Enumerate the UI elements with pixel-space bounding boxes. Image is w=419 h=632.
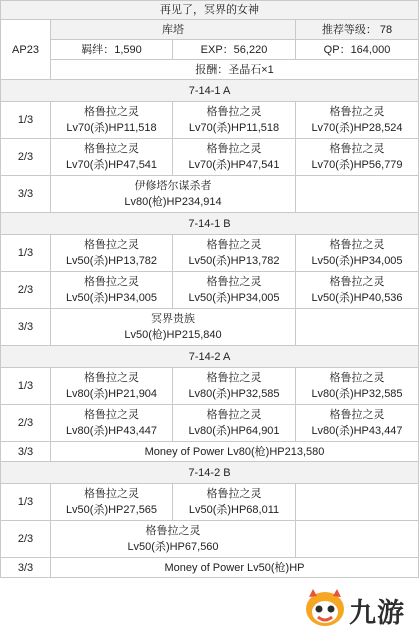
- enemy-name: 格鲁拉之灵: [84, 372, 139, 384]
- enemy-name: 格鲁拉之灵: [206, 239, 262, 251]
- watermark-text: 九游: [349, 598, 405, 629]
- enemy-cell: [173, 102, 296, 139]
- enemy-stats: Lv50(杀)HP40,536: [311, 292, 403, 304]
- enemy-name: 格鲁拉之灵: [329, 239, 385, 251]
- recommended-value: 78: [379, 23, 393, 36]
- enemy-cell: [296, 405, 419, 442]
- enemy-stats: Lv50(杀)HP27,565: [65, 504, 158, 516]
- enemy-name: 格鲁拉之灵: [329, 143, 385, 155]
- enemy-stats: Lv50(杀)HP34,005: [188, 292, 280, 304]
- jiuyou-watermark: [303, 587, 413, 629]
- enemy-cell: [296, 102, 419, 139]
- enemy-name: 格鲁拉之灵: [84, 106, 139, 118]
- enemy-stats: Lv80(杀)HP32,585: [311, 388, 403, 400]
- enemy-stats: Lv80(杀)HP21,904: [65, 388, 158, 400]
- enemy-stats: Lv70(杀)HP56,779: [311, 159, 403, 171]
- qp-value: QP：164,000: [296, 40, 419, 60]
- wave-row: [1, 235, 419, 272]
- ap-cost: AP23: [1, 20, 51, 80]
- recommended-level: [296, 20, 419, 40]
- enemy-stats: Lv50(枪)HP215,840: [124, 329, 222, 341]
- enemy-stats: Lv50(杀)HP13,782: [188, 255, 280, 267]
- enemy-stats: Lv70(杀)HP47,541: [188, 159, 280, 171]
- enemy-name: 格鲁拉之灵: [145, 525, 201, 537]
- quest-title: 再见了，冥界的女神: [1, 1, 419, 20]
- empty-cell: [296, 521, 419, 558]
- wave-row: [1, 405, 419, 442]
- mascot-icon: [303, 587, 347, 629]
- enemy-cell: [51, 368, 173, 405]
- enemy-cell: [173, 368, 296, 405]
- section-header: [1, 346, 419, 368]
- wave-row: [1, 521, 419, 558]
- wave-row: [1, 368, 419, 405]
- enemy-cell: [296, 368, 419, 405]
- enemy-cell: [51, 176, 296, 213]
- wave-row: [1, 102, 419, 139]
- enemy-cell: [51, 309, 296, 346]
- enemy-stats: Lv70(杀)HP11,518: [188, 122, 280, 134]
- section-title: 7-14-2 B: [1, 462, 419, 484]
- bond-value: 羁绊：1,590: [51, 40, 173, 60]
- wave-row: [1, 558, 419, 578]
- enemy-name: 格鲁拉之灵: [84, 239, 139, 251]
- wave-number: 1/3: [1, 368, 51, 405]
- section-title: 7-14-2 A: [1, 346, 419, 368]
- enemy-name: 格鲁拉之灵: [206, 106, 262, 118]
- enemy-name: 伊修塔尔谋杀者: [134, 180, 212, 192]
- enemy-stats: Lv70(杀)HP28,524: [311, 122, 403, 134]
- enemy-stats: Lv80(杀)HP43,447: [311, 425, 403, 437]
- wave-number: 1/3: [1, 235, 51, 272]
- empty-cell: [296, 176, 419, 213]
- enemy-name: 格鲁拉之灵: [329, 409, 385, 421]
- enemy-name: 格鲁拉之灵: [206, 409, 262, 421]
- enemy-name: 格鲁拉之灵: [206, 488, 262, 500]
- rewards-row: [1, 40, 419, 60]
- enemy-name: 格鲁拉之灵: [206, 372, 262, 384]
- enemy-cell: [296, 235, 419, 272]
- wave-number: 2/3: [1, 405, 51, 442]
- enemy-stats: Lv50(杀)HP13,782: [65, 255, 158, 267]
- wave-row: [1, 309, 419, 346]
- enemy-name: 格鲁拉之灵: [329, 106, 385, 118]
- enemy-cell: [51, 235, 173, 272]
- section-header: [1, 462, 419, 484]
- enemy-cell: [51, 102, 173, 139]
- enemy-name: 冥界贵族: [151, 313, 195, 325]
- wave-row: [1, 176, 419, 213]
- enemy-cell: [51, 405, 173, 442]
- wave-row: [1, 442, 419, 462]
- enemy-name: 格鲁拉之灵: [206, 143, 262, 155]
- enemy-name: 格鲁拉之灵: [84, 409, 139, 421]
- wave-number: 2/3: [1, 139, 51, 176]
- section-header: [1, 80, 419, 102]
- location-name: 库塔: [51, 20, 296, 40]
- enemy-cell: [296, 139, 419, 176]
- wave-number: 3/3: [1, 442, 51, 462]
- wave-row: [1, 484, 419, 521]
- enemy-cell: [51, 139, 173, 176]
- enemy-cell: [173, 272, 296, 309]
- enemy-cell: [51, 484, 173, 521]
- section-title: 7-14-1 B: [1, 213, 419, 235]
- boss-line: Money of Power Lv80(枪)HP213,580: [51, 442, 419, 462]
- enemy-stats: Lv80(枪)HP234,914: [124, 196, 222, 208]
- enemy-stats: Lv80(杀)HP64,901: [188, 425, 280, 437]
- wave-row: [1, 139, 419, 176]
- wave-number: 1/3: [1, 102, 51, 139]
- enemy-stats: Lv70(杀)HP47,541: [65, 159, 158, 171]
- enemy-stats: Lv50(杀)HP68,011: [188, 504, 280, 516]
- enemy-name: 格鲁拉之灵: [329, 276, 385, 288]
- enemy-cell: [173, 484, 296, 521]
- quest-title-row: [1, 1, 419, 20]
- enemy-name: 格鲁拉之灵: [84, 276, 139, 288]
- enemy-stats: Lv70(杀)HP11,518: [66, 122, 157, 134]
- enemy-stats: Lv50(杀)HP34,005: [65, 292, 158, 304]
- wave-row: [1, 272, 419, 309]
- section-title: 7-14-1 A: [1, 80, 419, 102]
- wave-number: 3/3: [1, 176, 51, 213]
- enemy-cell: [296, 272, 419, 309]
- enemy-stats: Lv50(杀)HP67,560: [127, 541, 219, 553]
- enemy-stats: Lv50(杀)HP34,005: [311, 255, 403, 267]
- wave-number: 2/3: [1, 521, 51, 558]
- exp-value: EXP：56,220: [173, 40, 296, 60]
- wave-number: 2/3: [1, 272, 51, 309]
- enemy-cell: [51, 521, 296, 558]
- drop-reward-row: [1, 60, 419, 80]
- drop-reward: 报酬：圣晶石×1: [51, 60, 419, 80]
- enemy-cell: [51, 272, 173, 309]
- enemy-name: 格鲁拉之灵: [84, 488, 139, 500]
- enemy-cell: [173, 405, 296, 442]
- enemy-name: 格鲁拉之灵: [84, 143, 139, 155]
- empty-cell: [296, 484, 419, 521]
- boss-line: Money of Power Lv50(枪)HP: [51, 558, 419, 578]
- recommended-label: 推荐等级：: [321, 23, 377, 36]
- wave-number: 1/3: [1, 484, 51, 521]
- enemy-name: 格鲁拉之灵: [329, 372, 385, 384]
- empty-cell: [296, 309, 419, 346]
- wave-number: 3/3: [1, 558, 51, 578]
- section-header: [1, 213, 419, 235]
- enemy-stats: Lv80(杀)HP32,585: [188, 388, 280, 400]
- enemy-cell: [173, 139, 296, 176]
- location-row: [1, 20, 419, 40]
- enemy-stats: Lv80(杀)HP43,447: [65, 425, 158, 437]
- enemy-cell: [173, 235, 296, 272]
- wave-number: 3/3: [1, 309, 51, 346]
- enemy-name: 格鲁拉之灵: [206, 276, 262, 288]
